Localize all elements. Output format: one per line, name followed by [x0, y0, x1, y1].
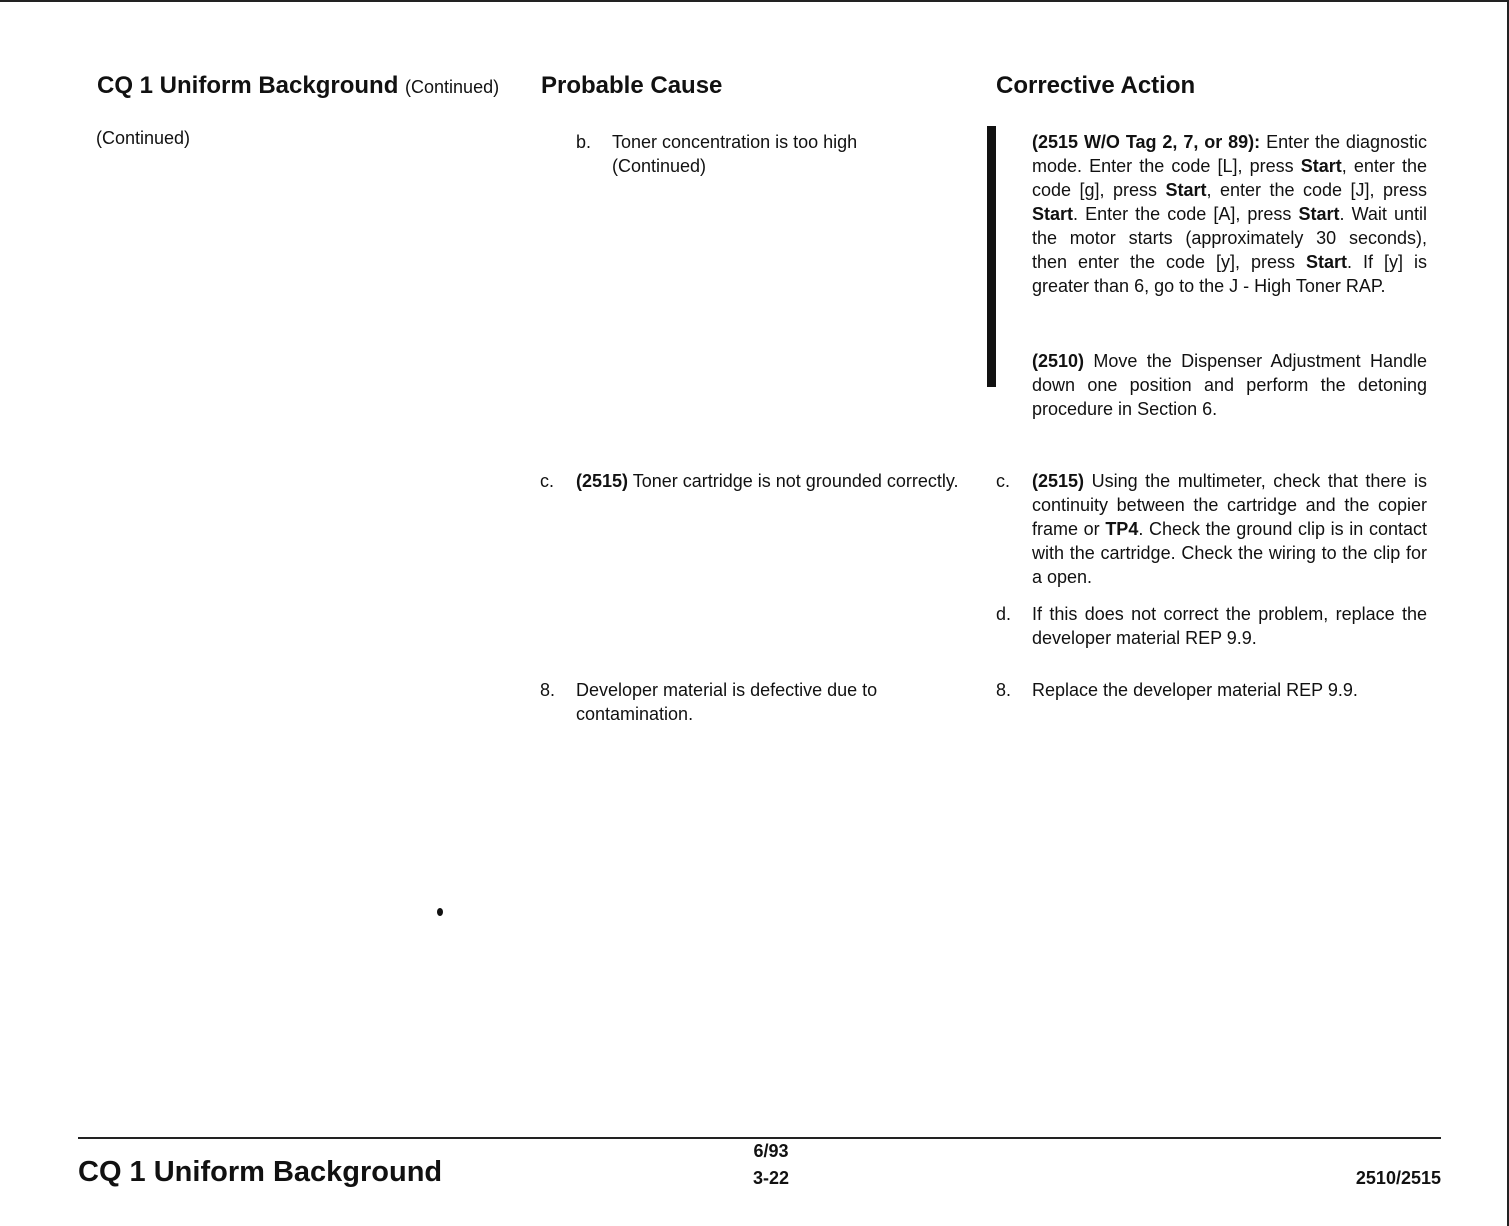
- stray-mark: [437, 908, 443, 916]
- tp4-label: TP4: [1105, 519, 1139, 539]
- action-c-text-2: . Check the ground clip is in contact with the cartridge. Check the wiring to the clip for a open.: [1032, 519, 1427, 587]
- cause-c: [576, 469, 968, 493]
- action-b-2510-label: (2510): [1032, 351, 1085, 371]
- footer-date: 6/93: [753, 1141, 789, 1161]
- action-b-2515-label: (2515 W/O Tag 2, 7, or 89):: [1032, 132, 1261, 152]
- action-8-marker: 8.: [996, 680, 1012, 700]
- start-key-4: Start: [1298, 204, 1340, 224]
- action-b-2510-text: Move the Dispenser Adjustment Handle down one position and perform the detoning procedure in Section 6.: [1032, 351, 1427, 419]
- cause-b: [612, 130, 972, 178]
- page-border-top: [0, 0, 1509, 2]
- footer-rule: [78, 1137, 1441, 1139]
- action-b-2515-text-4: . Enter the code [A], press: [1073, 204, 1299, 224]
- action-c: [1032, 469, 1427, 589]
- cause-c-marker: c.: [540, 471, 555, 491]
- action-b-2515-text-1: Enter the diagnostic mode. Enter the code [L], press: [1032, 132, 1427, 176]
- action-d-text: If this does not correct the problem, replace the developer material REP 9.9.: [1032, 604, 1427, 648]
- probable-cause-heading: Probable Cause: [541, 72, 723, 99]
- start-key-1: Start: [1300, 156, 1342, 176]
- cause-c-label: (2515): [576, 471, 629, 491]
- footer-page-number: 3-22: [752, 1168, 790, 1188]
- corrective-action-heading: Corrective Action: [996, 72, 1196, 99]
- start-key-3: Start: [1032, 204, 1074, 224]
- cause-8-marker: 8.: [540, 680, 556, 700]
- symptom-continued: (Continued): [96, 128, 191, 148]
- action-d-marker: d.: [996, 604, 1012, 624]
- action-c-label: (2515): [1032, 471, 1085, 491]
- footer-model: 2510/2515: [1355, 1168, 1441, 1188]
- action-c-marker: c.: [996, 471, 1011, 491]
- action-b-2515-text-3: , enter the code [J], press: [1206, 180, 1427, 200]
- start-key-2: Start: [1165, 180, 1207, 200]
- revision-bar: [987, 126, 996, 387]
- action-c-text-1: Using the multimeter, check that there is continuity between the cartridge and the copier frame or: [1032, 471, 1427, 539]
- cause-b-continued: (Continued): [612, 156, 707, 176]
- footer-title: CQ 1 Uniform Background: [78, 1156, 443, 1188]
- cause-c-text: Toner cartridge is not grounded correctly.: [632, 471, 959, 491]
- cause-8-text: Developer material is defective due to contamination.: [576, 680, 878, 724]
- action-b-2510: [1032, 349, 1427, 421]
- start-key-5: Start: [1306, 252, 1348, 272]
- cause-b-marker: b.: [576, 132, 592, 152]
- section-title: CQ 1 Uniform Background: [97, 72, 399, 99]
- section-heading: [97, 72, 499, 100]
- action-b-2515-text-5: . Wait until the motor starts (approximately 30 seconds), then enter the code [y], press: [1032, 204, 1427, 272]
- action-8-text: Replace the developer material REP 9.9.: [1032, 680, 1358, 700]
- action-b-2515: [1032, 130, 1427, 298]
- action-b-2515-text-6: . If [y] is greater than 6, go to the J - High Toner RAP.: [1032, 252, 1427, 296]
- section-title-suffix: (Continued): [405, 77, 500, 97]
- cause-b-text: Toner concentration is too high: [612, 132, 858, 152]
- action-b-2515-text-2: , enter the code [g], press: [1032, 156, 1427, 200]
